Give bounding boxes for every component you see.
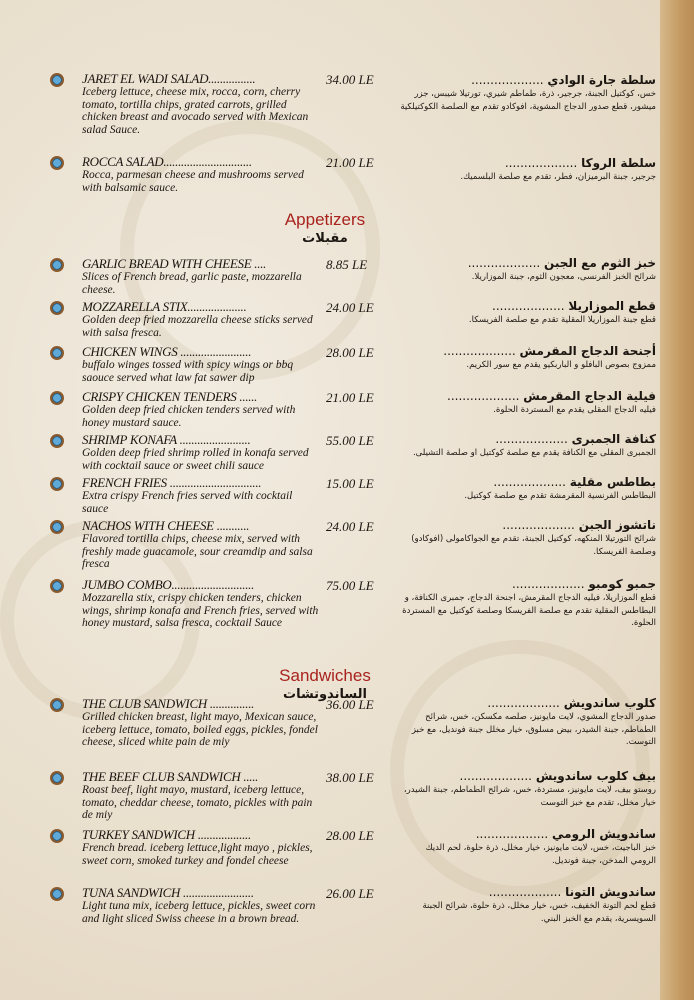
item-description-ar: قطع لحم التونة الخفيف، خس، خيار مخلل، ذرة حلوة، شرائح الجبنة السويسرية، يقدم مع الخبز البني. <box>422 901 656 924</box>
item-arabic <box>398 517 656 558</box>
item-description: Golden deep fried mozzarella cheese sticks served with salsa fresca. <box>82 314 313 339</box>
bullet-badge-icon <box>50 771 64 785</box>
item-name-ar-text: بطاطس مقلية <box>569 475 656 489</box>
item-description-ar: صدور الدجاج المشوي، لايت مايونيز، صلصه مكسكن، خس، شرائح الطماطم، جبنة الشيدر، بيض مسلوق، خيار مخلل جبنة فونديل، مع خبز التوست. <box>411 712 656 747</box>
item-description: Flavored tortilla chips, cheese mix, served with freshly made guacamole, sour creamdip and salsa fresca <box>82 533 313 570</box>
item-description: Golden deep fried shrimp rolled in konafa served with cocktail sauce or sweet chili sauce <box>82 447 309 472</box>
item-english <box>82 476 320 515</box>
item-name: ROCCA SALAD.............................. <box>82 154 252 169</box>
bullet-badge-icon <box>50 434 64 448</box>
item-price: 55.00 LE <box>326 433 374 448</box>
item-price: 34.00 LE <box>326 72 374 87</box>
item-name: TUNA SANDWICH ........................ <box>82 885 254 900</box>
item-name-ar-text: سلطة جارة الوادي <box>547 73 656 87</box>
item-name-ar <box>398 155 656 171</box>
item-name-ar-text: قطع الموزاريلا <box>568 299 656 313</box>
item-arabic <box>398 576 656 630</box>
item-arabic <box>398 768 656 809</box>
bullet-badge-icon <box>50 477 64 491</box>
item-description: Rocca, parmesan cheese and mushrooms served with balsamic sauce. <box>82 169 304 194</box>
item-name-ar-text: فيلية الدجاج المقرمش <box>523 389 656 403</box>
item-english <box>82 697 320 749</box>
item-name: GARLIC BREAD WITH CHEESE .... <box>82 256 267 271</box>
item-english <box>82 300 320 339</box>
item-name-ar-text: سلطة الروكا <box>581 156 656 170</box>
item-name: THE CLUB SANDWICH ............... <box>82 696 255 711</box>
leader-dots: ................... <box>512 577 589 591</box>
item-name: THE BEEF CLUB SANDWICH ..... <box>82 769 259 784</box>
leader-dots: ................... <box>493 475 570 489</box>
item-name-ar-text: خبز الثوم مع الجبن <box>544 256 656 270</box>
item-price: 75.00 LE <box>326 578 374 593</box>
item-name-ar <box>398 884 656 900</box>
item-arabic <box>398 474 656 503</box>
section-title-en: Appetizers <box>284 210 366 229</box>
leader-dots: ................... <box>504 156 582 170</box>
item-price: 24.00 LE <box>326 300 374 315</box>
item-name-ar <box>398 695 656 711</box>
item-description: Light tuna mix, iceberg lettuce, pickles, sweet corn and light sliced Swiss cheese in a brown bread. <box>82 900 316 925</box>
item-name-ar <box>398 474 656 490</box>
leader-dots: ................... <box>492 299 569 313</box>
item-description-ar: جرجير، جبنة البرميزان، فطر، تقدم مع صلصة البلسميك. <box>460 172 656 182</box>
decorative-border-strip <box>660 0 694 1000</box>
item-name-ar <box>398 576 656 592</box>
item-description: Extra crispy French fries served with cocktail sauce <box>82 490 293 515</box>
item-name-ar-text: ساندويش الرومي <box>552 827 656 841</box>
item-name: MOZZARELLA STIX.................... <box>82 299 247 314</box>
leader-dots: ................... <box>475 827 553 841</box>
item-name-ar-text: بيف كلوب ساندويش <box>535 769 656 783</box>
leader-dots: ................... <box>459 769 536 783</box>
item-name-ar <box>398 72 656 88</box>
item-name-ar <box>398 826 656 842</box>
item-english <box>82 828 320 867</box>
item-price: 21.00 LE <box>326 155 374 170</box>
item-name: JUMBO COMBO............................ <box>82 577 255 592</box>
item-description: buffalo winges tossed with spicy wings or bbq saouce served what law fat sawer dip <box>82 359 294 384</box>
leader-dots: ................... <box>502 518 579 532</box>
item-name: FRENCH FRIES ............................... <box>82 475 262 490</box>
section-title-ar: مقبلات <box>302 231 348 246</box>
item-description-ar: شرائح الخبز الفرنسى، معجون الثوم، جبنة الموزاريلا. <box>471 272 656 282</box>
item-arabic <box>398 826 656 867</box>
item-description-ar: البطاطس الفرنسية المقرمشة تقدم مع صلصة كوكتيل. <box>464 491 656 501</box>
item-price: 8.85 LE <box>326 257 368 272</box>
item-name-ar <box>398 517 656 533</box>
bullet-badge-icon <box>50 391 64 405</box>
bullet-badge-icon <box>50 829 64 843</box>
bullet-badge-icon <box>50 73 64 87</box>
item-description-ar: خس، كوكتيل الجبنة، جرجير، ذرة، طماطم شيري، تورتيلا شيبس، جزر ميشور، قطع صدور الدجاج المشوية، افوكادو تقدم مع الصلصة الكوكتيلكية <box>400 89 656 112</box>
item-price: 28.00 LE <box>326 828 374 843</box>
item-price: 15.00 LE <box>326 476 374 491</box>
item-description: French bread. iceberg lettuce,light mayo , pickles, sweet corn, smoked turkey and fondel cheese <box>82 842 313 867</box>
item-name-ar <box>398 768 656 784</box>
section-heading-appetizers <box>220 210 430 248</box>
item-price: 24.00 LE <box>326 519 374 534</box>
item-arabic <box>398 255 656 284</box>
item-description-ar: الجمبرى المقلى مع الكنافة يقدم مع صلصة كوكتيل او صلصة التشيلى. <box>412 448 656 458</box>
bullet-badge-icon <box>50 156 64 170</box>
item-price: 21.00 LE <box>326 390 374 405</box>
leader-dots: ................... <box>467 256 545 270</box>
bullet-badge-icon <box>50 258 64 272</box>
item-arabic <box>398 298 656 327</box>
item-english <box>82 257 320 296</box>
item-description: Slices of French bread, garlic paste, mozzarella cheese. <box>82 271 302 296</box>
item-name-ar-text: كنافة الجمبرى <box>571 432 656 446</box>
bullet-badge-icon <box>50 698 64 712</box>
item-name-ar-text: ساندويش التونا <box>565 885 656 899</box>
item-name-ar <box>398 298 656 314</box>
item-description: Roast beef, light mayo, mustard, iceberg lettuce, tomato, cheddar cheese, tomato, pickles with pain de miy <box>82 784 313 821</box>
item-price: 28.00 LE <box>326 345 374 360</box>
item-english <box>82 770 320 822</box>
item-description-ar: خبز الباجيت، خس، لايت مايونيز، خيار مخلل، ذرة حلوة، لحم الديك الرومي المدخن، جبنة فونديل. <box>425 843 656 866</box>
bullet-badge-icon <box>50 579 64 593</box>
bullet-badge-icon <box>50 346 64 360</box>
item-price: 36.00 LE <box>326 697 374 712</box>
leader-dots: ................... <box>487 696 564 710</box>
item-name: CHICKEN WINGS ........................ <box>82 344 252 359</box>
item-arabic <box>398 695 656 749</box>
item-name-ar-text: كلوب ساندويش <box>563 696 656 710</box>
item-english <box>82 390 320 429</box>
item-name: TURKEY SANDWICH .................. <box>82 827 251 842</box>
item-description: Mozzarella stix, crispy chicken tenders, chicken wings, shrimp konafa and French fries, served with honey mustard, salsa fresca, cocktail Sauce <box>82 592 319 629</box>
bullet-badge-icon <box>50 887 64 901</box>
bullet-badge-icon <box>50 301 64 315</box>
item-english <box>82 519 320 571</box>
item-name-ar <box>398 431 656 447</box>
item-description-ar: قطع الموزاريلا، فيليه الدجاج المقرمش، اجنحة الدجاج، جمبرى الكنافة، و البطاطس المقلية تقدم مع صلصة الفريسكا وصلصة كوكتيل مع المستردة الحلوة. <box>402 593 656 628</box>
item-description-ar: قطع جبنة الموزاريلا المقلية تقدم مع صلصة الفريسكا. <box>468 315 656 325</box>
item-name: NACHOS WITH CHEESE ........... <box>82 518 250 533</box>
item-english <box>82 155 320 194</box>
item-description-ar: روستو بيف، لايت مايونيز، مستردة، خس، شرائح الطماطم، جبنة الشيدر، خيار مخلل، تقدم مع خبز التوست <box>403 785 656 808</box>
item-english <box>82 886 320 925</box>
item-arabic <box>398 343 656 372</box>
item-english <box>82 72 320 136</box>
item-name: CRISPY CHICKEN TENDERS ...... <box>82 389 258 404</box>
item-arabic <box>398 431 656 460</box>
item-description-ar: شرائح التورتيلا المنكهه، كوكتيل الجبنة، تقدم مع الجواكامولى (افوكادو) وصلصة الفريسكا. <box>411 534 656 557</box>
item-english <box>82 578 320 630</box>
item-name-ar-text: ناتشوز الجبن <box>578 518 656 532</box>
item-price: 26.00 LE <box>326 886 374 901</box>
item-name-ar <box>398 343 656 359</box>
item-description-ar: فيليه الدجاج المقلى يقدم مع المستردة الحلوة. <box>493 405 656 415</box>
item-price: 38.00 LE <box>326 770 374 785</box>
leader-dots: ................... <box>447 389 524 403</box>
item-arabic <box>398 388 656 417</box>
item-english <box>82 433 320 472</box>
item-arabic <box>398 155 656 184</box>
leader-dots: ................... <box>443 344 520 358</box>
item-name: SHRIMP KONAFA ........................ <box>82 432 251 447</box>
item-description: Iceberg lettuce, cheese mix, rocca, corn, cherry tomato, tortilla chips, grated carrots, grilled chicken breast and avocado served with Mexican salad Sauce. <box>82 86 309 136</box>
section-title-ar: الساندوتشات <box>283 687 367 702</box>
item-name-ar-text: جمبو كومبو <box>588 577 656 591</box>
leader-dots: ................... <box>495 432 572 446</box>
leader-dots: ................... <box>488 885 566 899</box>
item-description: Golden deep fried chicken tenders served with honey mustard sauce. <box>82 404 296 429</box>
item-english <box>82 345 320 384</box>
section-title-en: Sandwiches <box>279 666 371 685</box>
item-description-ar: ممزوج بصوص البافلو و الباربكيو يقدم مع سور الكريم. <box>466 360 656 370</box>
leader-dots: ................... <box>471 73 548 87</box>
item-description: Grilled chicken breast, light mayo, Mexican sauce, iceberg lettuce, tomato, boiled eggs, pickles, fondel cheese, sliced white pain de miy <box>82 711 318 748</box>
item-name-ar <box>398 255 656 271</box>
item-name-ar-text: أجنحة الدجاج المقرمش <box>519 344 656 358</box>
item-name: JARET EL WADI SALAD................ <box>82 71 256 86</box>
item-arabic <box>398 884 656 925</box>
item-arabic <box>398 72 656 113</box>
item-name-ar <box>398 388 656 404</box>
bullet-badge-icon <box>50 520 64 534</box>
